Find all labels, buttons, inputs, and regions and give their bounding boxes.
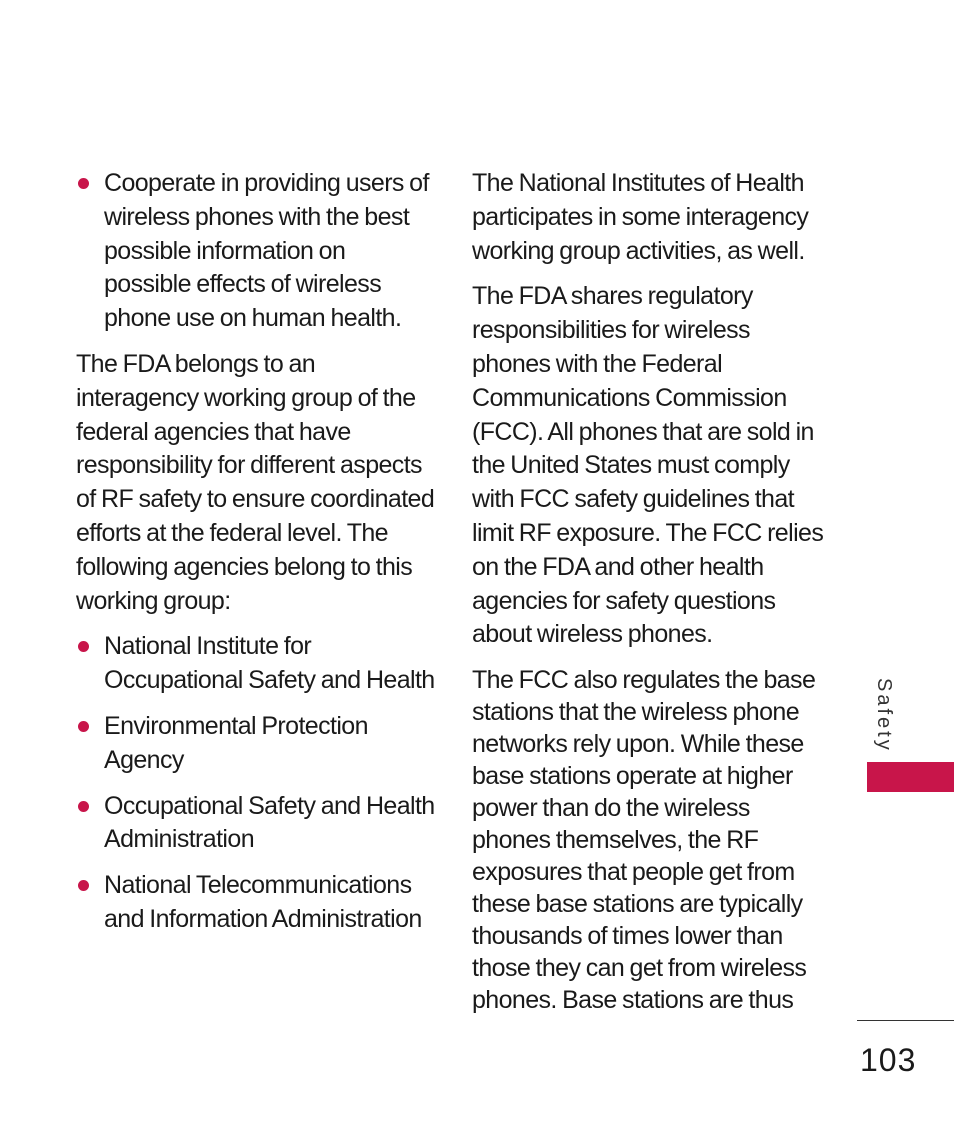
- paragraph: The FDA shares regulatory responsibilities for wireless phones with the Federal Communications Commission (FCC). All phones that are sold in the United States must comply with FCC safety guidelines that limit RF exposure. The FCC relies on the FDA and other health agencies for safety questions about wireless phones.: [472, 282, 824, 649]
- section-label: Safety: [873, 678, 895, 753]
- agency-name: Occupational Safety and Health Administration: [104, 791, 435, 854]
- list-item: [76, 790, 436, 858]
- agency-name: National Telecommunications and Information Administration: [104, 871, 422, 933]
- list-item: [76, 710, 436, 778]
- section-tab-marker: [867, 762, 954, 792]
- bullet-dot-icon: [78, 721, 89, 732]
- bullet-dot-icon: [78, 178, 89, 189]
- agency-name: Environmental Protection Agency: [104, 711, 368, 774]
- right-column: [472, 167, 832, 1028]
- left-column: [76, 167, 436, 949]
- bullet-dot-icon: [78, 801, 89, 812]
- agency-name: National Institute for Occupational Safety and Health: [104, 632, 435, 695]
- bullet-dot-icon: [78, 880, 89, 891]
- intro-paragraph: The FDA belongs to an interagency working group of the federal agencies that have responsibility for different aspects of RF safety to ensure coordinated efforts at the federal level. The following agencies belong to this working group:: [76, 349, 435, 615]
- page-number: 103: [860, 1042, 917, 1078]
- bullet-text: Cooperate in providing users of wireless phones with the best possible information on possible effects of wireless phone use on human health.: [104, 169, 429, 333]
- list-item: [76, 630, 436, 698]
- list-item: [76, 869, 436, 937]
- paragraph: The National Institutes of Health participates in some interagency working group activities, as well.: [472, 169, 809, 265]
- list-item: [76, 167, 436, 336]
- bullet-dot-icon: [78, 641, 89, 652]
- paragraph: The FCC also regulates the base stations that the wireless phone networks rely upon. While these base stations operate at higher power than do the wireless phones themselves, the RF exposures that people get from these base stations are typically thousands of times lower than those they can get from wireless phones. Base stations are thus: [472, 666, 816, 1015]
- footer-divider: [857, 1020, 954, 1021]
